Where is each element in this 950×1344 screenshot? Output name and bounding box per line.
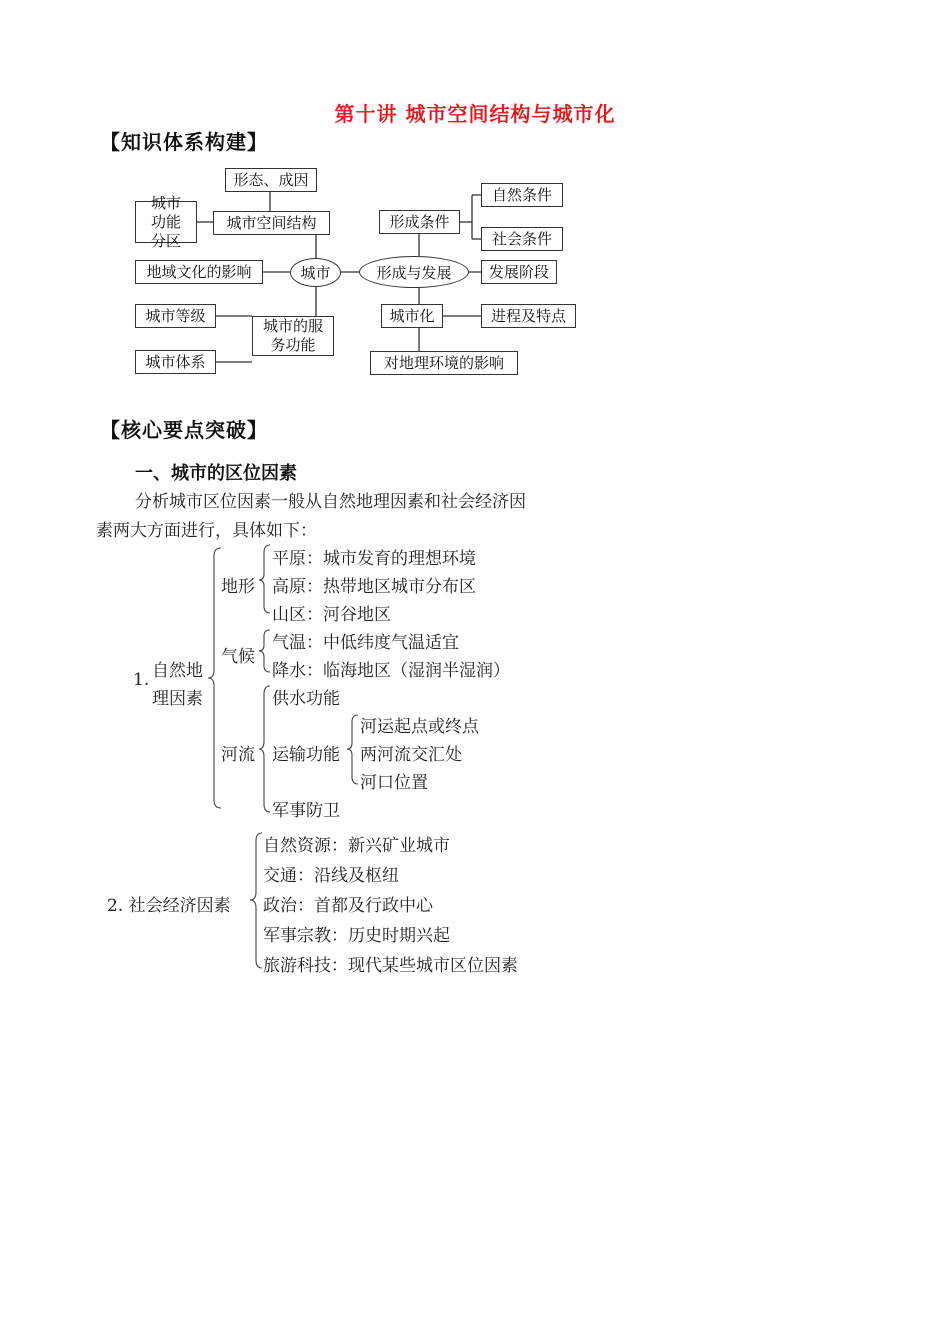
intro-paragraph-line1: 分析城市区位因素一般从自然地理因素和社会经济因	[135, 492, 526, 512]
social-item: 自然资源：新兴矿业城市	[263, 836, 450, 856]
node-form-condition: 形成条件	[379, 210, 460, 234]
social-label: 2. 社会经济因素	[107, 896, 231, 916]
natural-label-line2: 理因素	[152, 689, 203, 709]
page-title: 第十讲 城市空间结构与城市化	[334, 102, 616, 126]
node-city-grade: 城市等级	[135, 304, 216, 328]
climate-label: 气候	[221, 647, 255, 667]
node-city: 城市	[290, 258, 341, 287]
river-water-supply: 供水功能	[272, 689, 340, 709]
terrain-plain: 平原：城市发育的理想环境	[272, 549, 476, 569]
river-transport: 运输功能	[272, 745, 340, 765]
climate-precipitation: 降水：临海地区（湿润半湿润）	[272, 661, 510, 681]
social-item: 旅游科技：现代某些城市区位因素	[263, 956, 518, 976]
node-regional-culture: 地域文化的影响	[135, 260, 263, 284]
node-social-condition: 社会条件	[481, 227, 563, 251]
section-heading-knowledge: 【知识体系构建】	[100, 130, 268, 154]
intro-paragraph-line2: 素两大方面进行，具体如下：	[96, 521, 317, 541]
natural-number: 1.	[133, 670, 150, 690]
node-form-cause: 形态、成因	[225, 168, 317, 192]
subsection-heading: 一、城市的区位因素	[135, 463, 297, 484]
node-form-develop: 形成与发展	[359, 256, 469, 288]
river-military: 军事防卫	[272, 801, 340, 821]
terrain-mountain: 山区：河谷地区	[272, 605, 391, 625]
node-process: 进程及特点	[481, 304, 576, 328]
natural-label-line1: 自然地	[152, 661, 203, 681]
node-natural-condition: 自然条件	[481, 183, 563, 207]
transport-item-1: 河运起点或终点	[360, 717, 479, 737]
node-urbanization: 城市化	[381, 304, 443, 328]
node-env-impact: 对地理环境的影响	[370, 351, 518, 375]
node-service-function: 城市的服务功能	[252, 316, 334, 356]
river-label: 河流	[221, 745, 255, 765]
node-dev-stage: 发展阶段	[481, 260, 557, 284]
social-item: 政治：首都及行政中心	[263, 896, 433, 916]
node-function-zone: 城市功能分区	[135, 201, 197, 243]
terrain-label: 地形	[221, 577, 255, 597]
social-item: 军事宗教：历史时期兴起	[263, 926, 450, 946]
terrain-plateau: 高原：热带地区城市分布区	[272, 577, 476, 597]
section-heading-core: 【核心要点突破】	[100, 418, 268, 442]
social-item: 交通：沿线及枢纽	[263, 866, 399, 886]
node-city-system: 城市体系	[135, 350, 216, 374]
node-space-structure: 城市空间结构	[213, 211, 330, 235]
climate-temperature: 气温：中低纬度气温适宜	[272, 633, 459, 653]
transport-item-3: 河口位置	[360, 773, 428, 793]
transport-item-2: 两河流交汇处	[360, 745, 462, 765]
